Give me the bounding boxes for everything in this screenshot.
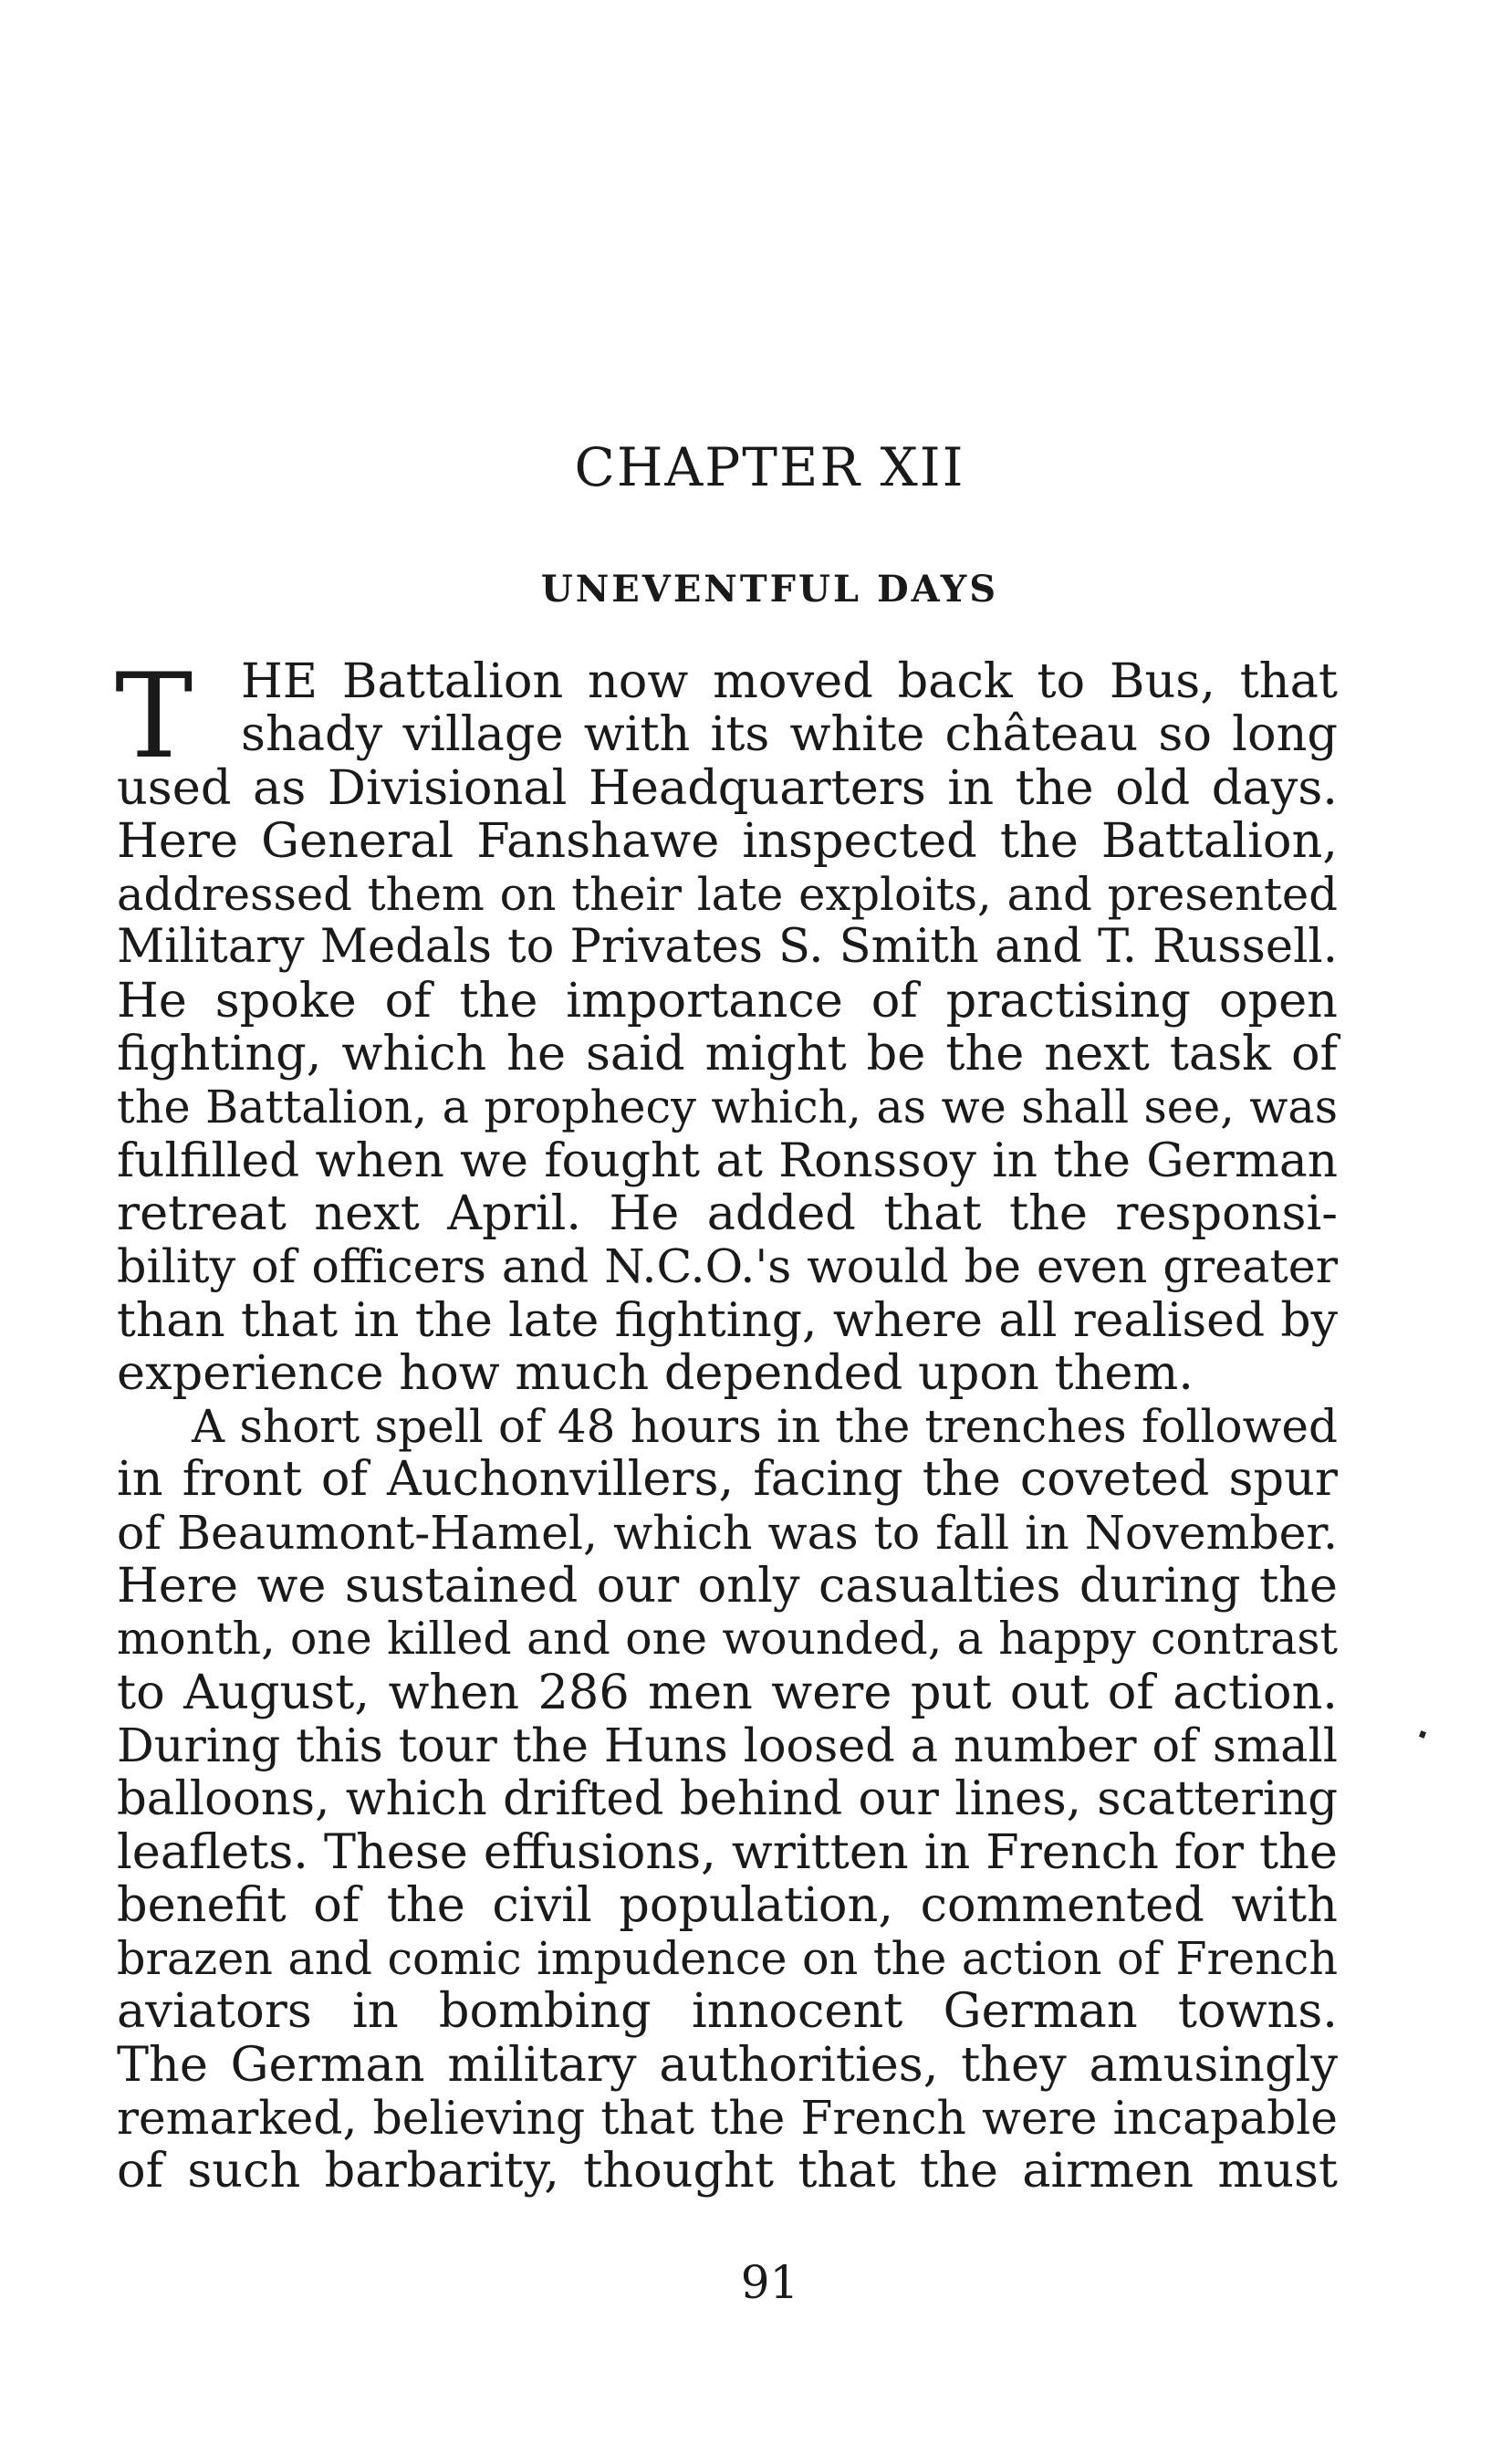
text-line: experience how much depended upon them. [117,1344,1194,1401]
text-line: of Beaumont-Hamel, which was to fall in November. [117,1505,1338,1560]
text-line: A short spell of 48 hours in the trenches followed [192,1400,1338,1454]
text-line: to August, when 286 men were put out of action. [117,1664,1338,1720]
text-line: benefit of the civil population, commented with [117,1876,1338,1933]
text-line: the Battalion, a prophecy which, as we shall see, was [117,1081,1338,1134]
text-line: addressed them on their late exploits, and presented [117,868,1338,922]
print-speck [1419,1730,1426,1739]
text-line: used as Divisional Headquarters in the old days. [117,759,1338,816]
text-line: shady village with its white château so long [241,706,1338,763]
text-line: brazen and comic impudence on the action of French [117,1932,1338,1986]
text-line: The German military authorities, they amusingly [117,2036,1338,2093]
chapter-heading: CHAPTER XII [574,436,965,498]
text-line: remarked, believing that the French were incapable [117,2091,1338,2146]
text-line: Here General Fanshawe inspected the Battalion, [117,812,1338,869]
body-text [115,649,1338,2199]
text-line: He spoke of the importance of practising open [117,972,1338,1029]
text-line: Military Medals to Privates S. Smith and T. Russell. [117,920,1338,975]
text-line: month, one killed and one wounded, a happy contrast [117,1613,1338,1666]
drop-cap: T [115,649,193,785]
text-line: than that in the late fighting, where all realised by [117,1292,1338,1348]
chapter-subtitle: UNEVENTFUL DAYS [540,568,999,611]
text-line: bility of officers and N.C.O.'s would be even greater [117,1239,1338,1294]
text-line: of such barbarity, thought that the airmen must [117,2143,1338,2199]
text-line: leaflets. These effusions, written in French for the [117,1823,1338,1880]
page-number: 91 [740,2256,799,2309]
text-line: aviators in bombing innocent German towns. [117,1983,1338,2040]
text-line: HE Battalion now moved back to Bus, that [241,653,1338,709]
text-line: in front of Auchonvillers, facing the coveted spur [117,1451,1338,1508]
text-line: balloons, which drifted behind our lines, scattering [117,1771,1338,1827]
text-line: retreat next April. He added that the responsi- [117,1185,1338,1241]
text-line: fighting, which he said might be the next task of [117,1026,1338,1082]
text-line: During this tour the Huns loosed a number of small [117,1718,1338,1772]
text-line: fulfilled when we fought at Ronssoy in the German [117,1133,1338,1188]
text-line: Here we sustained our only casualties during the [117,1558,1338,1614]
